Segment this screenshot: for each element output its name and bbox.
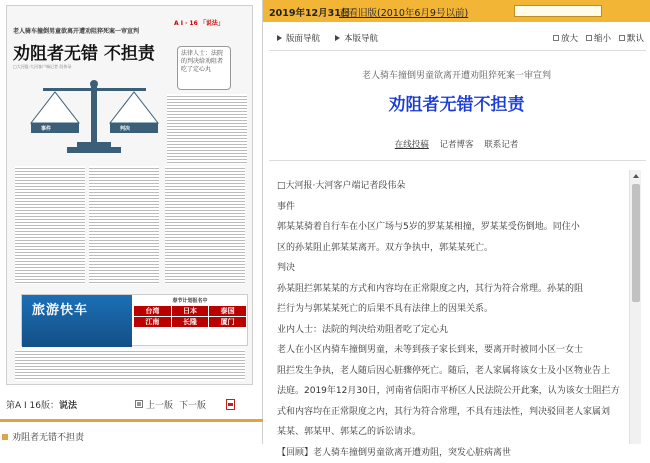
page-badge: A I · 16 「说法」 xyxy=(174,18,224,27)
page-nav-button[interactable]: 本版导航 xyxy=(335,32,378,44)
scroll-up-icon[interactable] xyxy=(633,174,639,178)
ad-place: 日本 xyxy=(172,306,209,316)
article-paragraph: 阻拦发生争执，老人随后因心脏骤停死亡。随后，老人家属将该女士及小区物业告上 xyxy=(277,361,623,382)
article-paragraph: 业内人士：法院的判决给劝阻者吃了定心丸 xyxy=(277,320,623,341)
old-version-link[interactable]: 查看旧版(2010年6月9号以前) xyxy=(339,5,468,19)
scale-left-label: 事件 xyxy=(40,125,52,132)
ad-place: 长隆 xyxy=(172,317,209,327)
divider xyxy=(0,419,263,422)
article-paragraph: □大河报·大河客户端记者段伟朵 xyxy=(277,176,623,197)
ad-banner xyxy=(22,295,132,347)
contact-link[interactable]: 联系记者 xyxy=(484,140,518,150)
text-column xyxy=(165,166,245,284)
article-subtitle: 老人骑车撞倒男童欲离开遭劝阻猝死案一审宣判 xyxy=(263,68,650,81)
article-list-item[interactable] xyxy=(2,430,84,443)
travel-advertisement[interactable] xyxy=(21,294,248,346)
prev-page-link[interactable]: 上一版 xyxy=(135,398,173,411)
ad-place: 江南 xyxy=(134,317,171,327)
prev-page-icon xyxy=(135,400,143,408)
newspaper-page-image[interactable] xyxy=(6,5,253,385)
page-name: 说法 xyxy=(59,401,77,411)
article-list-label: 劝阻者无错不担责 xyxy=(12,430,84,443)
page-quote-box: 法律人士：法院的判决给劝阻者吃了定心丸 xyxy=(177,46,231,90)
default-size-button[interactable]: 默认 xyxy=(619,32,644,44)
page-title: 劝阻者无错 不担责 xyxy=(13,39,155,64)
article-paragraph: 孙某阻拦郭某某的方式和内容均在正常限度之内，其行为符合常理。孙某的阻 xyxy=(277,279,623,300)
zoom-in-button[interactable]: 放大 xyxy=(553,32,578,44)
search-input[interactable] xyxy=(514,5,602,17)
ad-destinations xyxy=(134,297,246,345)
divider xyxy=(269,160,646,161)
next-page-link[interactable]: 下一版 xyxy=(179,398,206,411)
article-paragraph: 【回顾】老人骑车撞倒男童欲离开遭劝阻，突发心脏病离世 xyxy=(277,443,623,463)
default-icon xyxy=(619,35,625,41)
page-number-label: 第A I 16版：说法 xyxy=(6,398,77,411)
article-body xyxy=(277,176,623,463)
article-paragraph: 事件 xyxy=(277,197,623,218)
article-paragraph: 法庭。2019年12月30日，河南省信阳市平桥区人民法院公开此案，认为该女士阻拦方 xyxy=(277,381,623,402)
article-paragraph: 式和内容均在正常限度之内，其行为符合常理，不具有违法性，判决驳回老人家属刘 xyxy=(277,402,623,423)
pdf-download-icon[interactable] xyxy=(226,399,235,410)
page-byline: □大河报·大河客户端记者 段伟朵 xyxy=(13,64,103,70)
article-title: 劝阻者无错不担责 xyxy=(263,90,650,115)
top-bar xyxy=(263,0,650,22)
article-paragraph: 拦行为与郭某某死亡的后果不具有法律上的因果关系。 xyxy=(277,299,623,320)
ad-place: 台湾 xyxy=(134,306,171,316)
issue-date: 2019年12月31日 xyxy=(269,5,350,19)
article-meta xyxy=(263,138,650,150)
article-scrollbar[interactable] xyxy=(629,170,641,444)
text-column xyxy=(15,349,245,381)
article-paragraph: 判决 xyxy=(277,258,623,279)
submit-link[interactable]: 在线投稿 xyxy=(395,140,429,150)
toolbar xyxy=(263,30,650,46)
article-paragraph: 老人在小区内骑车撞倒男童，未等到孩子家长到来，要离开时被同小区一女士 xyxy=(277,340,623,361)
divider xyxy=(269,50,646,51)
newspaper-pane xyxy=(0,0,263,444)
scale-right-label: 判决 xyxy=(119,125,131,132)
ad-place: 厦门 xyxy=(209,317,246,327)
zoom-in-icon xyxy=(553,35,559,41)
layout-nav-button[interactable]: 版面导航 xyxy=(277,32,320,44)
zoom-controls xyxy=(553,32,644,44)
text-column xyxy=(89,166,159,284)
scroll-thumb[interactable] xyxy=(632,184,640,302)
text-column xyxy=(167,94,247,164)
page-headline: 老人骑车撞倒男童欲离开遭劝阻猝死案一审宣判 xyxy=(13,28,163,36)
ad-travel-title: 旅游快车 xyxy=(32,299,88,318)
page-navigation xyxy=(6,397,256,411)
zoom-out-button[interactable]: 缩小 xyxy=(586,32,611,44)
ad-place: 泰国 xyxy=(209,306,246,316)
ad-title: 春节计划报名中 xyxy=(134,297,246,304)
article-paragraph: 区的孙某阻止郭某某离开。双方争执中，郭某某死亡。 xyxy=(277,238,623,259)
article-paragraph: 郭某某骑着自行车在小区广场与5岁的罗某某相撞，罗某某受伤倒地。同住小 xyxy=(277,217,623,238)
bullet-icon xyxy=(2,434,8,440)
article-pane xyxy=(263,0,650,444)
text-column xyxy=(15,166,85,284)
arrow-right-icon xyxy=(335,35,340,41)
zoom-out-icon xyxy=(586,35,592,41)
blog-link[interactable]: 记者博客 xyxy=(439,140,473,150)
scales-illustration-icon xyxy=(27,78,162,156)
ad-place-grid xyxy=(134,306,246,327)
arrow-right-icon xyxy=(277,35,282,41)
article-paragraph: 某某、郭某甲、郭某乙的诉讼请求。 xyxy=(277,422,623,443)
